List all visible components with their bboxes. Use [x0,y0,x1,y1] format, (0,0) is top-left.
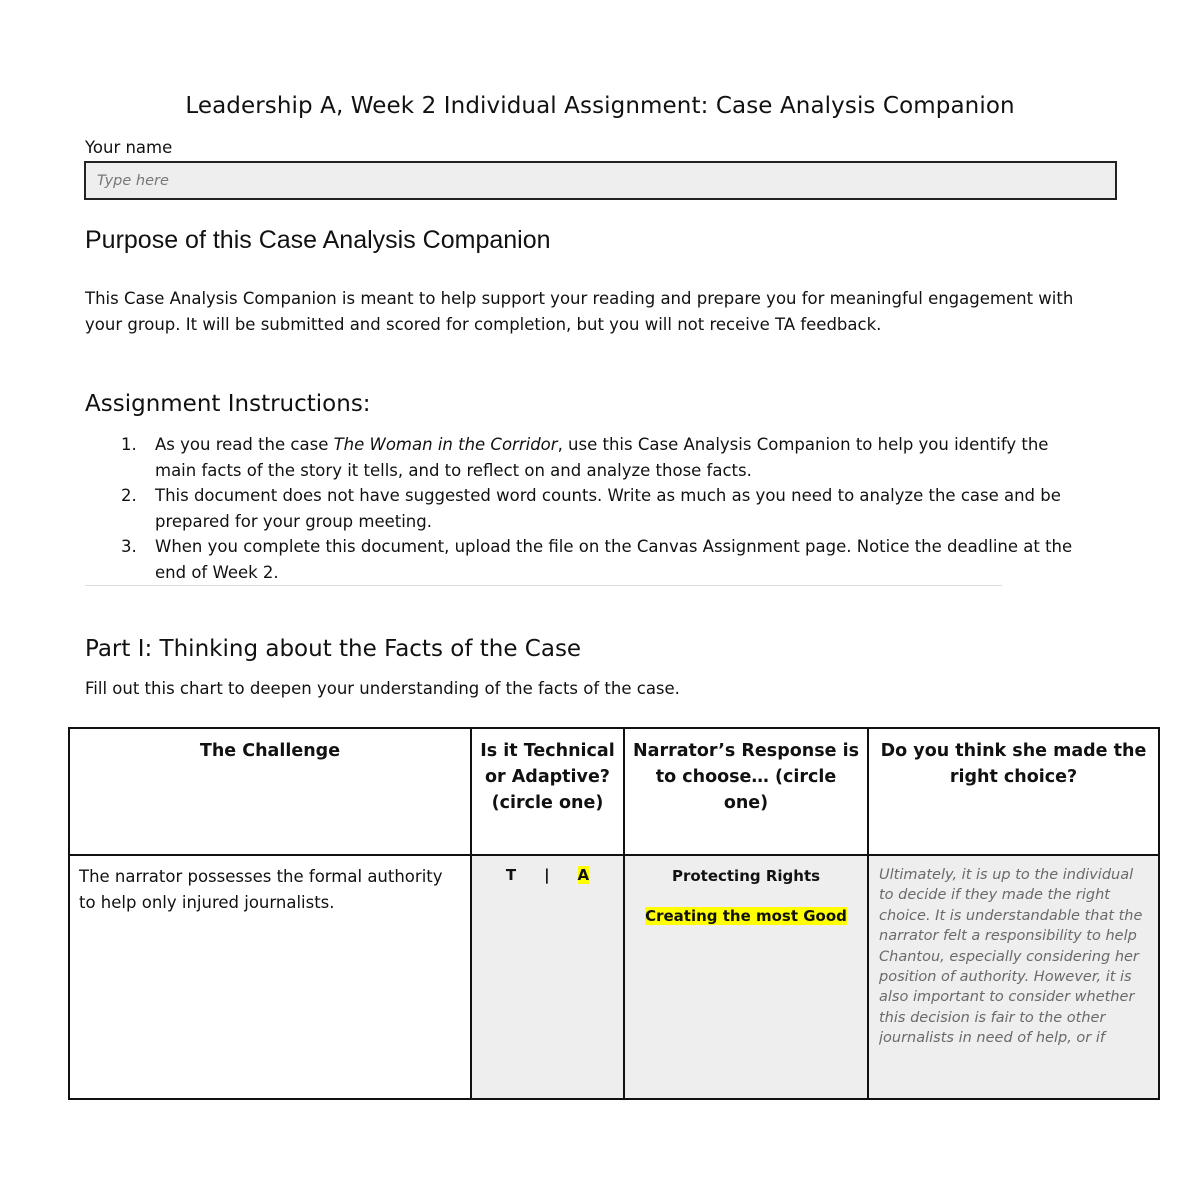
instruction-number: 1. [121,435,137,454]
document-title: Leadership A, Week 2 Individual Assignment: Case Analysis Companion [185,93,1015,119]
instructions-heading: Assignment Instructions: [85,391,371,417]
option-creating-most-good-selected[interactable]: Creating the most Good [645,907,847,925]
header-response: Narrator’s Response is to choose… (circle one) [624,728,868,855]
part1-heading: Part I: Thinking about the Facts of the Case [85,636,582,662]
purpose-paragraph: This Case Analysis Companion is meant to help support your reading and prepare you for meaningful engagement with your group. It will be submitted and scored for completion, but you will not receive TA feedback. [85,289,1074,334]
header-choice: Do you think she made the right choice? [868,728,1159,855]
instruction-item [85,432,1085,483]
option-technical[interactable]: T [505,866,517,884]
case-title: The Woman in the Corridor [333,435,558,454]
instruction-number: 3. [121,537,137,556]
response-cell [624,855,868,1099]
instruction-item [85,483,1085,534]
name-input[interactable] [86,163,1115,198]
facts-chart-table [68,727,1160,1100]
choice-answer-cell[interactable] [868,855,1159,1099]
option-separator: | [544,866,550,884]
header-type: Is it Technical or Adaptive? (circle one) [471,728,624,855]
instruction-text: As you read the case [155,435,334,454]
instruction-text: When you complete this document, upload the file on the Canvas Assignment page. Notice the deadline at the end of Week 2. [155,537,1073,582]
instruction-item [85,534,1085,585]
table-row [69,855,1159,1099]
choice-answer-text: Ultimately, it is up to the individual to decide if they made the right choice. It is understandable that the narrator felt a responsibility to help Chantou, especially considering her position of authority. However, it is also important to consider whether this decision is fair to the other journalists in need of help, or if [879,867,1143,1047]
name-field-box [84,161,1117,200]
type-cell [471,855,624,1099]
instruction-text: , use this Case Analysis Companion to help you identify the main facts of the story it tells, and to reflect on and analyze those facts. [155,435,1049,480]
option-protecting-rights[interactable]: Protecting Rights [671,867,821,885]
instructions-list [85,432,1085,585]
instruction-text: This document does not have suggested word counts. Write as much as you need to analyze the case and be prepared for your group meeting. [155,486,1061,531]
part1-intro: Fill out this chart to deepen your understanding of the facts of the case. [85,679,680,698]
header-challenge: The Challenge [69,728,471,855]
purpose-heading: Purpose of this Case Analysis Companion [85,226,551,254]
option-adaptive-selected[interactable]: A [577,866,590,884]
challenge-cell[interactable]: The narrator possesses the formal authority to help only injured journalists. [69,855,471,1099]
table-header-row [69,728,1159,855]
name-label: Your name [85,138,173,157]
section-divider [85,585,1002,586]
instruction-number: 2. [121,486,137,505]
